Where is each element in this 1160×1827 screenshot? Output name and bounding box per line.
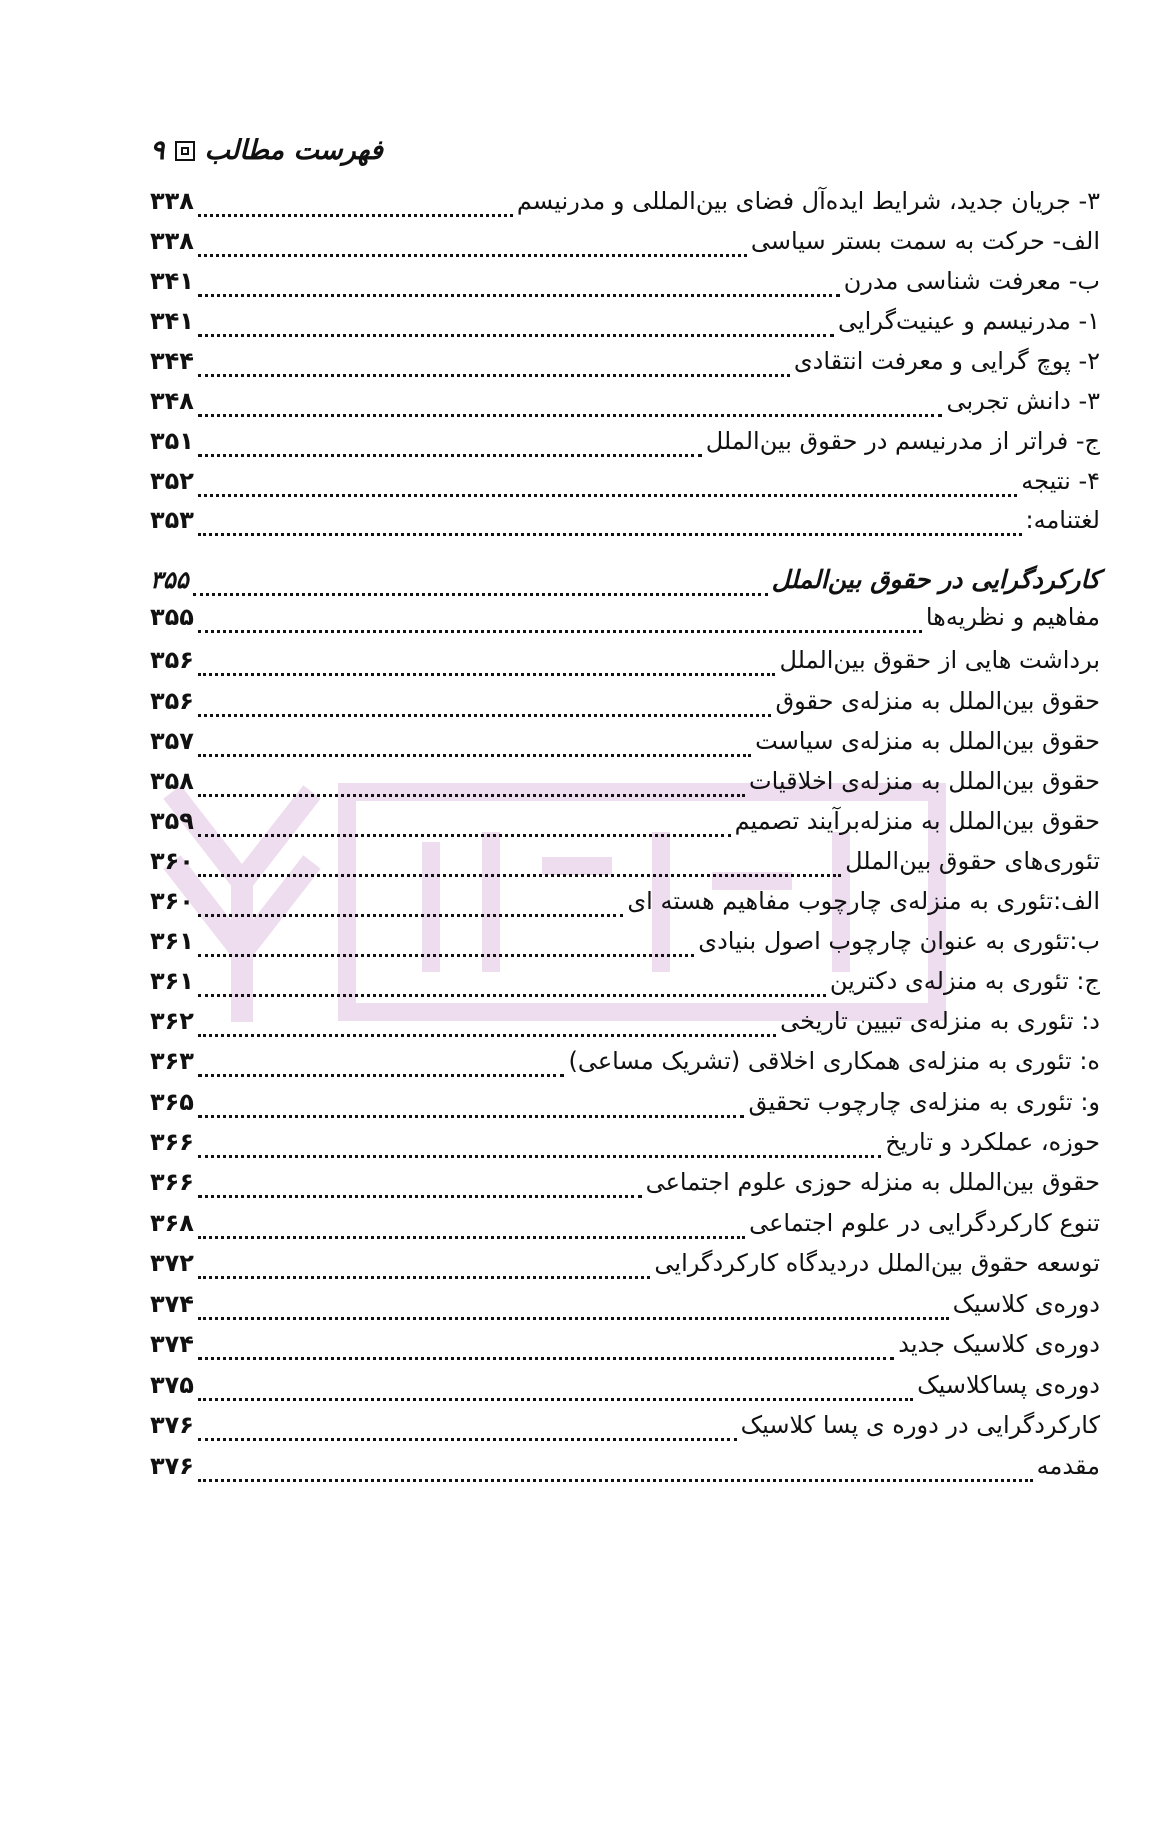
toc-entry-page-number: ۳۴۴ [150, 347, 194, 375]
toc-entry [150, 1082, 1100, 1122]
toc-entry-label: و: تئوری به منزله‌ی چارچوب تحقیق [748, 1088, 1100, 1116]
toc-entry [150, 1243, 1100, 1283]
toc-entry-label: ه: تئوری به منزله‌ی همکاری اخلاقی (تشریک مساعی) [568, 1047, 1100, 1075]
dot-leader [198, 1463, 1033, 1482]
toc-entry-label: الف:تئوری به منزله‌ی چارچوب مفاهیم هسته ای [627, 887, 1100, 915]
dot-leader [198, 517, 1022, 536]
dot-leader [198, 698, 772, 717]
toc-entry-label: دوره‌ی کلاسیک [952, 1290, 1100, 1318]
toc-entry-label: حقوق بین‌الملل به منزله حوزی علوم اجتماعی [645, 1168, 1100, 1196]
toc-entry-page-number: ۳۶۸ [150, 1209, 194, 1237]
toc-entry-page-number: ۳۵۶ [150, 646, 194, 674]
toc-entry [150, 1365, 1100, 1405]
toc-entry [150, 181, 1100, 221]
toc-entry [150, 597, 1100, 637]
toc-entry-page-number: ۳۶۲ [150, 1007, 194, 1035]
toc-entry-label: حقوق بین‌الملل به منزله‌ی سیاست [755, 727, 1100, 755]
toc-entry-label: ج: تئوری به منزله‌ی دکترین [829, 967, 1100, 995]
toc-entry-label: برداشت هایی از حقوق بین‌الملل [779, 646, 1100, 674]
toc-entry-page-number: ۳۵۲ [150, 467, 194, 495]
toc-entry-label: کارکردگرایی در دوره ی پسا کلاسیک [740, 1411, 1100, 1439]
toc-entry-page-number: ۳۵۵ [150, 566, 189, 594]
dot-leader [198, 398, 943, 417]
toc-entry [150, 921, 1100, 961]
toc-entry-label: ب- معرفت شناسی مدرن [843, 267, 1100, 295]
toc-entry [150, 961, 1100, 1001]
toc-entry [150, 341, 1100, 381]
dot-leader [198, 614, 922, 633]
dot-leader [198, 198, 513, 217]
toc-entry-label: حوزه، عملکرد و تاریخ [885, 1128, 1100, 1156]
toc-entry-page-number: ۳۷۴ [150, 1330, 194, 1358]
running-header-title: فهرست مطالب [204, 135, 383, 166]
toc-entry-label: لغتنامه: [1025, 506, 1100, 534]
toc-entry [150, 1284, 1100, 1324]
toc-entry [150, 1446, 1100, 1486]
toc-entry-page-number: ۳۶۳ [150, 1047, 194, 1075]
toc-entry-label: ۱- مدرنیسم و عینیت‌گرایی [837, 307, 1100, 335]
toc-entry [150, 560, 1100, 600]
toc-entry-page-number: ۳۵۶ [150, 687, 194, 715]
toc-entry [150, 221, 1100, 261]
toc-entry-page-number: ۳۵۵ [150, 603, 194, 631]
toc-entry [150, 381, 1100, 421]
toc-entry [150, 261, 1100, 301]
toc-entry-label: ج- فراتر از مدرنیسم در حقوق بین‌الملل [705, 427, 1100, 455]
toc-entry-page-number: ۳۴۱ [150, 267, 194, 295]
toc-entry [150, 1122, 1100, 1162]
toc-entry-label: ب:تئوری به عنوان چارچوب اصول بنیادی [698, 927, 1100, 955]
dot-leader [198, 738, 751, 757]
toc-entry [150, 721, 1100, 761]
toc-entry [150, 881, 1100, 921]
running-header [150, 135, 383, 166]
dot-leader [198, 1220, 745, 1239]
toc-entry-label: دوره‌ی پساکلاسیک [917, 1371, 1100, 1399]
toc-entry-page-number: ۳۶۵ [150, 1088, 194, 1116]
toc-entry-label: الف- حرکت به سمت بستر سیاسی [750, 227, 1100, 255]
toc-entry [150, 500, 1100, 540]
toc-entry [150, 1203, 1100, 1243]
toc-entry [150, 301, 1100, 341]
dot-leader [198, 278, 840, 297]
dot-leader [198, 657, 776, 676]
toc-entry-page-number: ۳۳۸ [150, 227, 194, 255]
dot-leader [193, 577, 768, 596]
toc-entry-page-number: ۳۶۱ [150, 967, 194, 995]
toc-entry [150, 461, 1100, 501]
dot-leader [198, 1422, 737, 1441]
dot-leader [198, 318, 834, 337]
toc-entry-page-number: ۳۷۶ [150, 1452, 194, 1480]
toc-entry-page-number: ۳۶۰ [150, 847, 194, 875]
toc-entry-page-number: ۳۵۸ [150, 767, 194, 795]
dot-leader [198, 1341, 894, 1360]
toc-entry-page-number: ۳۵۹ [150, 807, 194, 835]
dot-leader [198, 818, 731, 837]
dot-leader [198, 938, 694, 957]
dot-leader [198, 858, 841, 877]
toc-entry [150, 1041, 1100, 1081]
toc-entry-page-number: ۳۴۱ [150, 307, 194, 335]
toc-entry [150, 640, 1100, 680]
toc-entry-label: ۳- جریان جدید، شرایط ایده‌آل فضای بین‌المللی و مدرنیسم [516, 187, 1100, 215]
dot-leader [198, 1018, 776, 1037]
toc-entry [150, 681, 1100, 721]
dot-leader [198, 1382, 913, 1401]
toc-entry-page-number: ۳۵۷ [150, 727, 194, 755]
toc-entry-label: مقدمه [1036, 1452, 1100, 1480]
toc-entry-page-number: ۳۶۰ [150, 887, 194, 915]
toc-entry-label: کارکردگرایی در حقوق بین‌الملل [771, 565, 1100, 594]
dot-leader [198, 238, 747, 257]
toc-entry-page-number: ۳۶۶ [150, 1168, 194, 1196]
toc-entry-label: تئوری‌های حقوق بین‌الملل [845, 847, 1100, 875]
toc-entry-page-number: ۳۵۱ [150, 427, 194, 455]
toc-entry-page-number: ۳۵۳ [150, 506, 194, 534]
dot-leader [198, 438, 702, 457]
toc-entry [150, 761, 1100, 801]
toc-entry-page-number: ۳۳۸ [150, 187, 194, 215]
toc-entry-label: تنوع کارکردگرایی در علوم اجتماعی [749, 1209, 1100, 1237]
toc-entry-page-number: ۳۷۶ [150, 1411, 194, 1439]
toc-entry-label: حقوق بین‌الملل به منزله‌ی اخلاقیات [749, 767, 1100, 795]
dot-leader [198, 778, 745, 797]
toc-entry-label: توسعه حقوق بین‌الملل دردیدگاه کارکردگرایی [654, 1249, 1100, 1277]
toc-entry-label: مفاهیم و نظریه‌ها [925, 603, 1100, 631]
toc-entry [150, 801, 1100, 841]
dot-leader [198, 978, 826, 997]
toc-entry-page-number: ۳۷۴ [150, 1290, 194, 1318]
toc-entry [150, 841, 1100, 881]
dot-leader [198, 898, 623, 917]
running-header-page-number: ۹ [150, 135, 165, 166]
dot-leader [198, 358, 790, 377]
toc-entry-page-number: ۳۴۸ [150, 387, 194, 415]
toc-entry [150, 1001, 1100, 1041]
dot-leader [198, 1099, 745, 1118]
toc-entry [150, 1405, 1100, 1445]
toc-entry-label: حقوق بین‌الملل به منزله‌ی حقوق [775, 687, 1100, 715]
toc-entry [150, 1162, 1100, 1202]
toc-entry-label: دوره‌ی کلاسیک جدید [898, 1330, 1100, 1358]
toc-entry [150, 421, 1100, 461]
toc-entry-label: ۳- دانش تجربی [946, 387, 1100, 415]
toc-entry-page-number: ۳۶۱ [150, 927, 194, 955]
dot-leader [198, 1301, 949, 1320]
dot-leader [198, 478, 1017, 497]
dot-leader [198, 1058, 565, 1077]
toc-entry-label: حقوق بین‌الملل به منزله‌برآیند تصمیم [734, 807, 1100, 835]
toc-entry [150, 1324, 1100, 1364]
toc-entry-label: د: تئوری به منزله‌ی تبیین تاریخی [780, 1007, 1100, 1035]
toc-entry-label: ۴- نتیجه [1021, 467, 1100, 495]
toc-entry-page-number: ۳۷۲ [150, 1249, 194, 1277]
dot-leader [198, 1179, 642, 1198]
dot-leader [198, 1139, 881, 1158]
square-ornament-icon [175, 141, 195, 161]
toc-entry-page-number: ۳۶۶ [150, 1128, 194, 1156]
toc-entry-page-number: ۳۷۵ [150, 1371, 194, 1399]
toc-entry-label: ۲- پوچ گرایی و معرفت انتقادی [793, 347, 1100, 375]
dot-leader [198, 1260, 650, 1279]
